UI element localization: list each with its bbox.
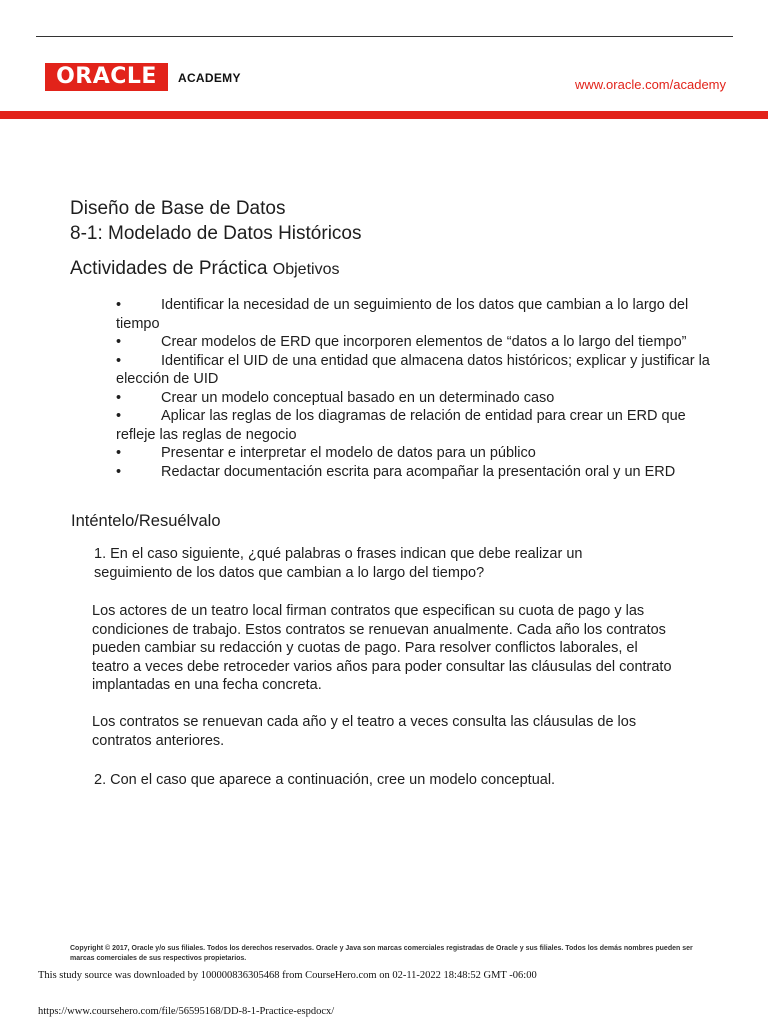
objective-text: Aplicar las reglas de los diagramas de relación de entidad para crear un ERD que refleje las reglas de negocio: [116, 408, 686, 443]
lesson-title: 8-1: Modelado de Datos Históricos: [70, 223, 362, 244]
objective-text: Identificar el UID de una entidad que almacena datos históricos; explicar y justificar la elección de UID: [116, 352, 710, 387]
question-1: 1. En el caso siguiente, ¿qué palabras o frases indican que debe realizar un seguimiento de los datos que cambian a lo largo del tiempo?: [94, 546, 583, 581]
objectives-list: [116, 296, 726, 481]
objective-item: [116, 296, 726, 333]
download-note: This study source was downloaded by 100000836305468 from CourseHero.com on 02-11-2022 18:48:52 GMT -06:00: [38, 970, 537, 981]
bullet-icon: •: [116, 297, 122, 313]
question-2: 2. Con el caso que aparece a continuación, cree un modelo conceptual.: [94, 772, 556, 788]
objective-item: [116, 333, 726, 352]
oracle-logo: ORACLE: [45, 63, 168, 91]
objective-text: Presentar e interpretar el modelo de datos para un público: [161, 445, 536, 461]
copyright-notice: Copyright © 2017, Oracle y/o sus filiales. Todos los derechos reservados. Oracle y Java son marcas comerciales registradas de Oracle y sus filiales. Todos los demás nombres pueden ser marcas comerciales de sus respectivos propietarios.: [70, 945, 693, 962]
objective-item: [116, 352, 726, 389]
objective-item: [116, 389, 726, 408]
answer-paragraph: Los contratos se renuevan cada año y el teatro a veces consulta las cláusulas de los contratos anteriores.: [92, 714, 637, 749]
bullet-icon: •: [116, 352, 122, 369]
bullet-icon: •: [116, 445, 122, 461]
source-url-link[interactable]: https://www.coursehero.com/file/56595168/DD-8-1-Practice-espdocx/: [38, 1006, 335, 1017]
practice-activities-label: Actividades de Práctica: [70, 258, 268, 279]
header-red-band: [0, 111, 768, 119]
objective-text: Redactar documentación escrita para acompañar la presentación oral y un ERD: [161, 463, 676, 480]
course-title: Diseño de Base de Datos: [70, 198, 286, 219]
objective-item: [116, 444, 726, 463]
objectives-label: Objetivos: [272, 261, 340, 278]
objective-item: [116, 407, 726, 444]
objective-text: Crear un modelo conceptual basado en un determinado caso: [161, 389, 555, 406]
bullet-icon: •: [116, 408, 122, 424]
academy-label: ACADEMY: [178, 71, 241, 85]
objective-item: [116, 463, 726, 482]
objective-text: Crear modelos de ERD que incorporen elementos de “datos a lo largo del tiempo”: [161, 334, 687, 350]
academy-url-link[interactable]: www.oracle.com/academy: [575, 77, 726, 92]
bullet-icon: •: [116, 389, 122, 406]
bullet-icon: •: [116, 463, 122, 480]
case-paragraph: Los actores de un teatro local firman contratos que especifican su cuota de pago y las condiciones de trabajo. Estos contratos se renuevan anualmente. Cada año los contratos pueden cambiar su redacción y cuotas de pago. Para resolver conflictos laborales, el teatro a veces debe retroceder varios años para poder consultar las cláusulas del contrato implantadas en una fecha concreta.: [92, 603, 672, 693]
objective-text: Identificar la necesidad de un seguimiento de los datos que cambian a lo largo del tiempo: [116, 297, 689, 332]
practice-subtitle: [70, 258, 339, 280]
header-top-divider: [36, 36, 733, 37]
bullet-icon: •: [116, 334, 122, 350]
section-heading: Inténtelo/Resuélvalo: [71, 512, 221, 530]
